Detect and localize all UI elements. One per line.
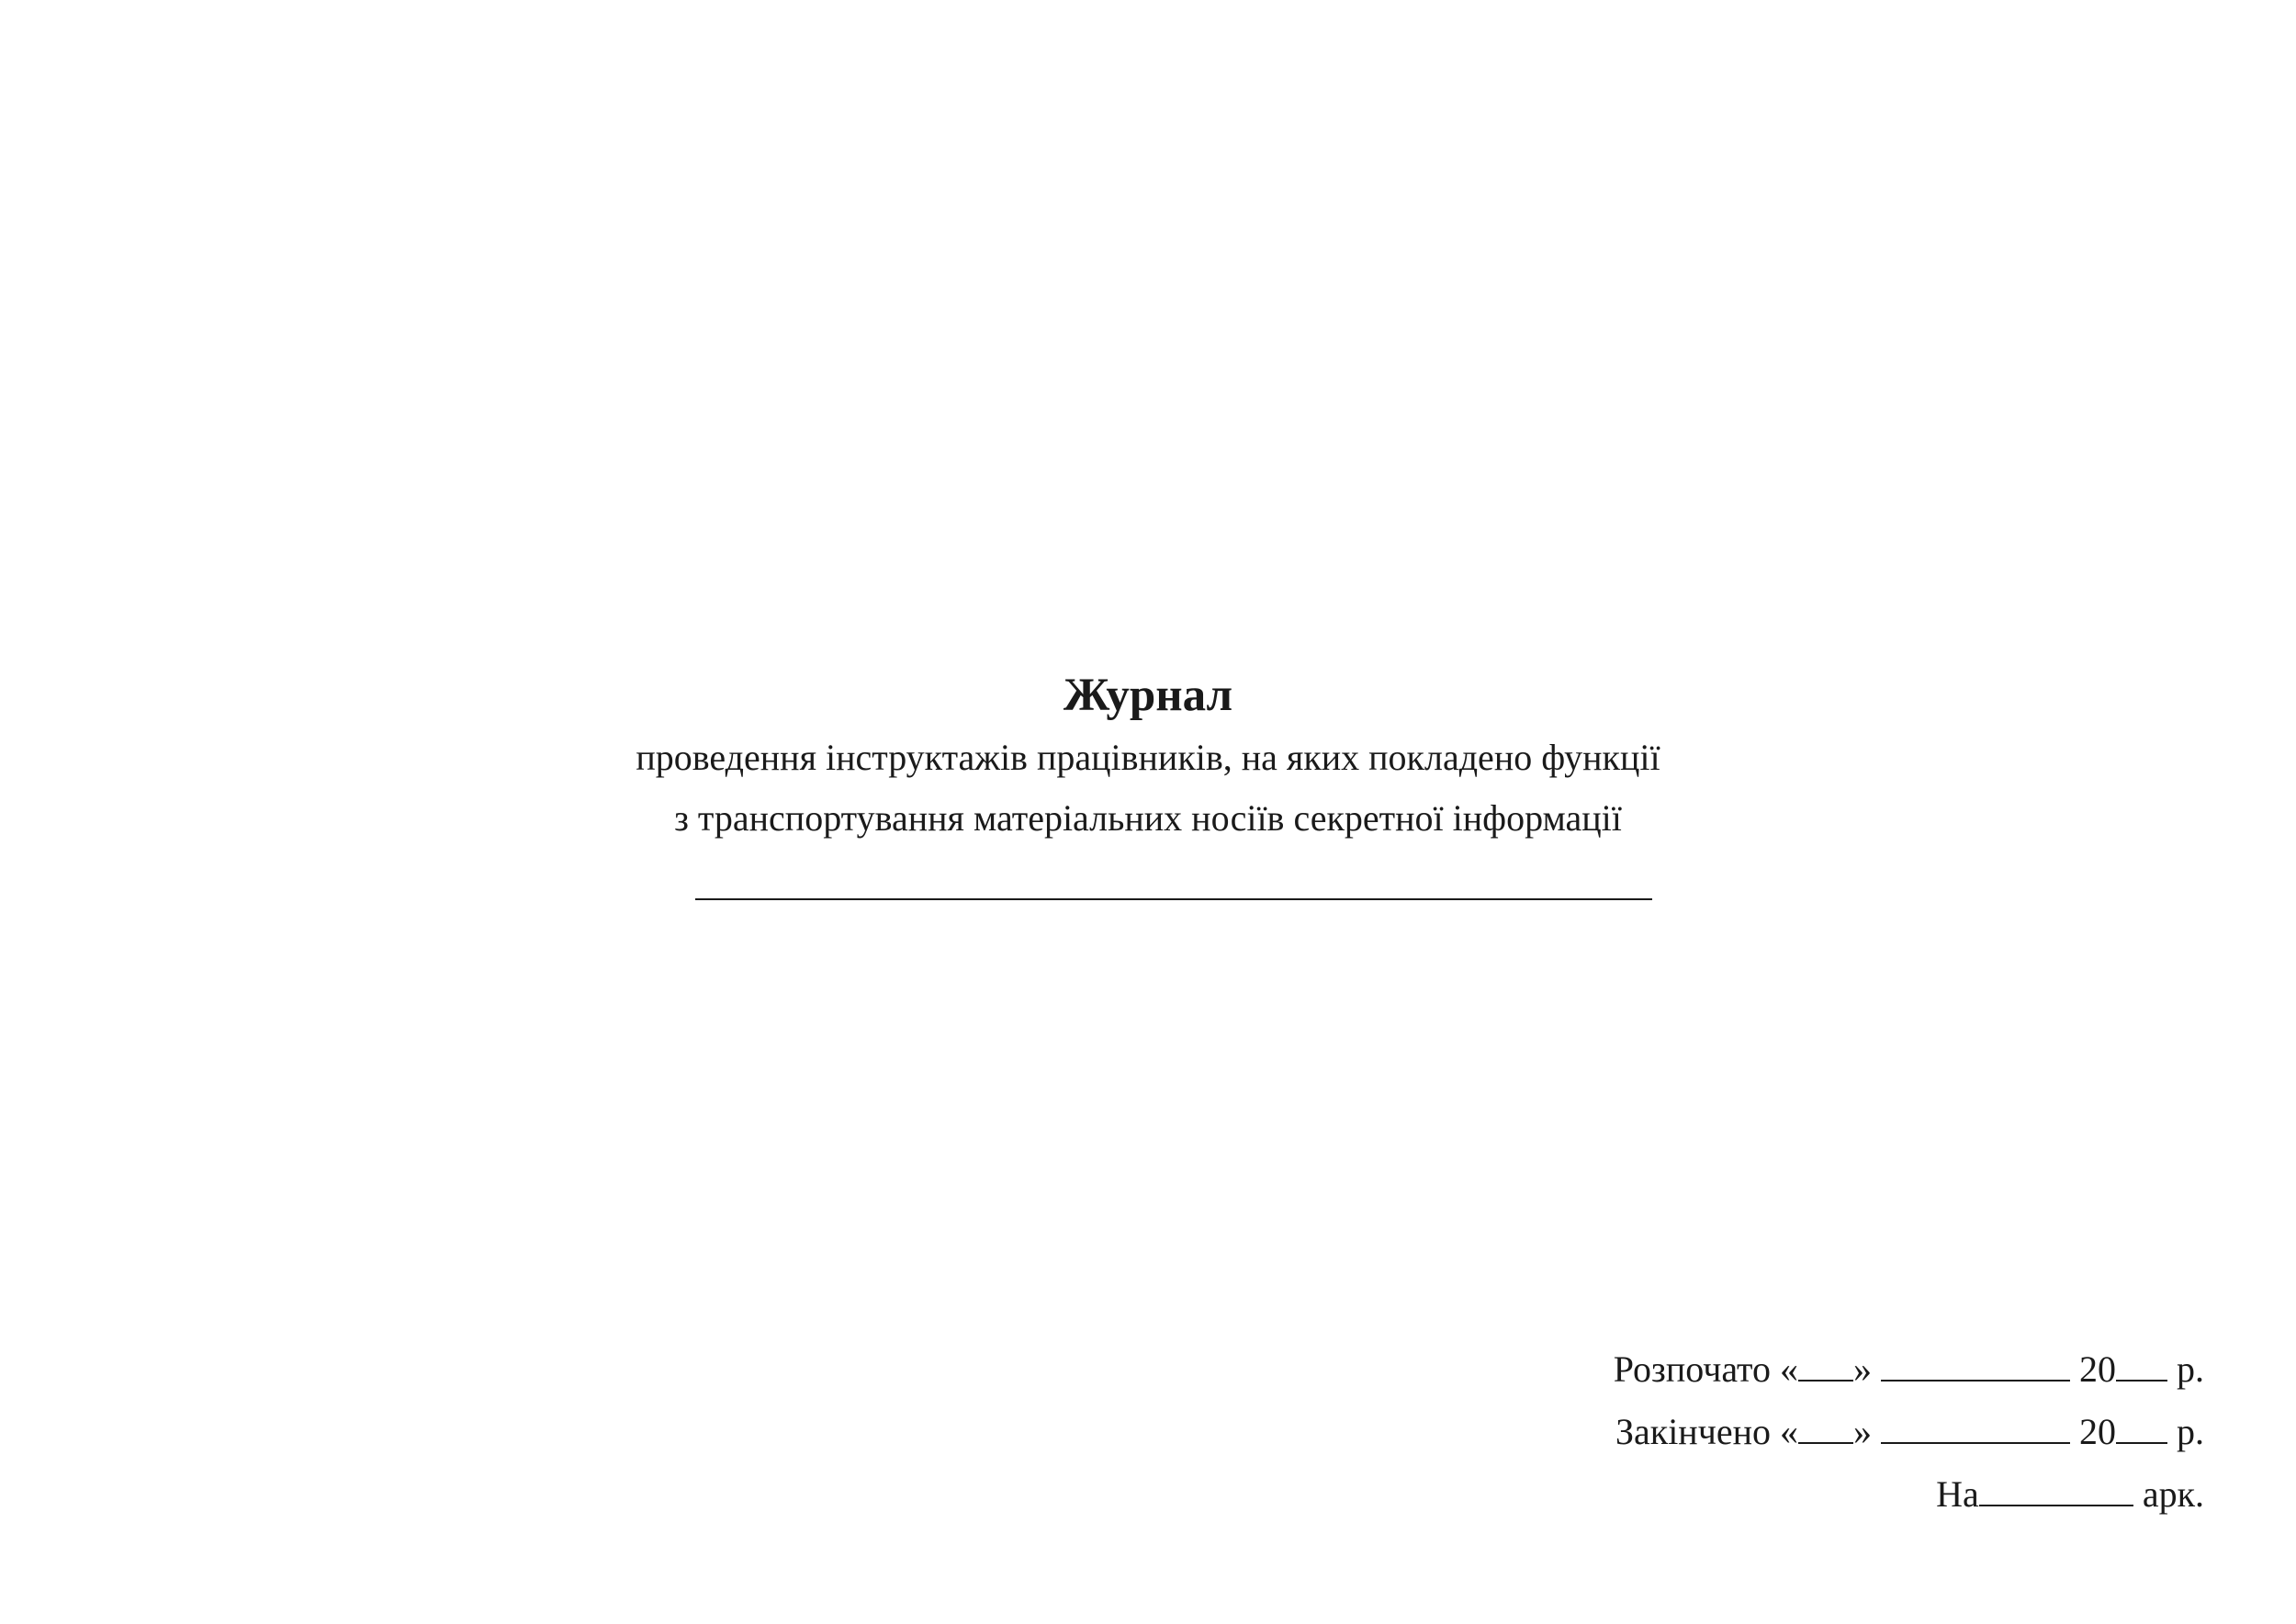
year-suffix: р. (2167, 1411, 2204, 1452)
finished-label: Закінчено « (1615, 1411, 1798, 1452)
century-prefix: 20 (2070, 1411, 2116, 1452)
title-block (0, 663, 2296, 849)
finished-date-line (1614, 1401, 2204, 1463)
quote-close: » (1853, 1348, 1881, 1390)
sheets-label: На (1936, 1473, 1979, 1515)
sheets-count-field[interactable] (1979, 1477, 2133, 1506)
finished-year-field[interactable] (2116, 1415, 2167, 1444)
year-suffix: р. (2167, 1348, 2204, 1390)
finished-month-field[interactable] (1881, 1415, 2070, 1444)
subtitle-line-2: з транспортування матеріальних носіїв секретної інформації (674, 797, 1622, 839)
started-label: Розпочато « (1613, 1348, 1798, 1390)
journal-dates-block (1614, 1338, 2204, 1526)
quote-close: » (1853, 1411, 1881, 1452)
subtitle-line-1: проведення інструктажів працівників, на яких покладено функції (636, 737, 1660, 778)
finished-day-field[interactable] (1798, 1415, 1853, 1444)
started-year-field[interactable] (2116, 1352, 2167, 1382)
century-prefix: 20 (2070, 1348, 2116, 1390)
page-title: Журнал (1063, 670, 1233, 721)
started-day-field[interactable] (1798, 1352, 1853, 1382)
organization-name-field[interactable] (695, 898, 1652, 900)
sheets-count-line (1614, 1463, 2204, 1526)
sheets-suffix: арк. (2133, 1473, 2204, 1515)
started-date-line (1614, 1338, 2204, 1401)
started-month-field[interactable] (1881, 1352, 2070, 1382)
